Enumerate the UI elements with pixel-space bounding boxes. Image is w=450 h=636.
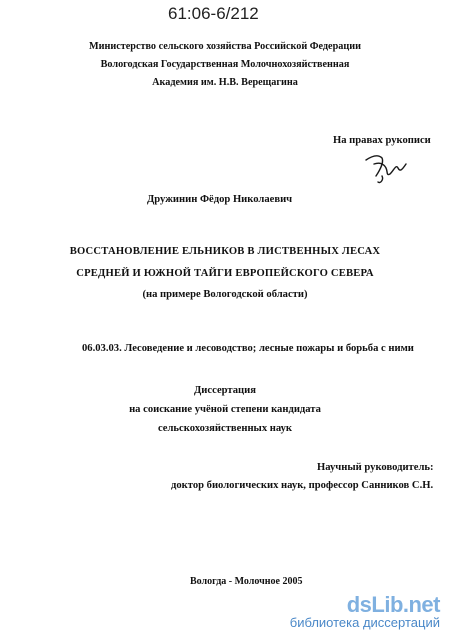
- ministry-line: Министерство сельского хозяйства Российской Федерации: [89, 41, 361, 52]
- city-year: Вологда - Молочное 2005: [190, 576, 303, 587]
- author-name: Дружинин Фёдор Николаевич: [147, 194, 293, 205]
- title-subtitle: (на примере Вологодской области): [142, 289, 308, 300]
- archive-stamp: 61:06-6/212: [168, 4, 259, 23]
- specialty-code: 06.03.03. Лесоведение и лесоводство; лесные пожары и борьба с ними: [82, 343, 414, 354]
- supervisor-label: Научный руководитель:: [317, 462, 434, 473]
- title-line-2: СРЕДНЕЙ И ЮЖНОЙ ТАЙГИ ЕВРОПЕЙСКОГО СЕВЕРА: [76, 268, 374, 279]
- title-line-1: ВОССТАНОВЛЕНИЕ ЕЛЬНИКОВ В ЛИСТВЕННЫХ ЛЕСАХ: [69, 246, 381, 257]
- watermark-logo: dsLib.net: [346, 592, 440, 617]
- academy-name-line: Академия им. Н.В. Верещагина: [152, 77, 298, 88]
- rights-label: На правах рукописи: [333, 135, 431, 146]
- field-line: сельскохозяйственных наук: [157, 423, 293, 434]
- academy-line: Вологодская Государственная Молочнохозяйственная: [100, 59, 350, 70]
- degree-line: на соискание учёной степени кандидата: [129, 404, 321, 415]
- handwritten-signature: [362, 146, 408, 186]
- watermark-tagline: библиотека диссертаций: [289, 615, 440, 630]
- dissertation-label: Диссертация: [194, 385, 256, 396]
- supervisor-name: доктор биологических наук, профессор Санников С.Н.: [171, 480, 434, 491]
- watermark: [290, 594, 440, 630]
